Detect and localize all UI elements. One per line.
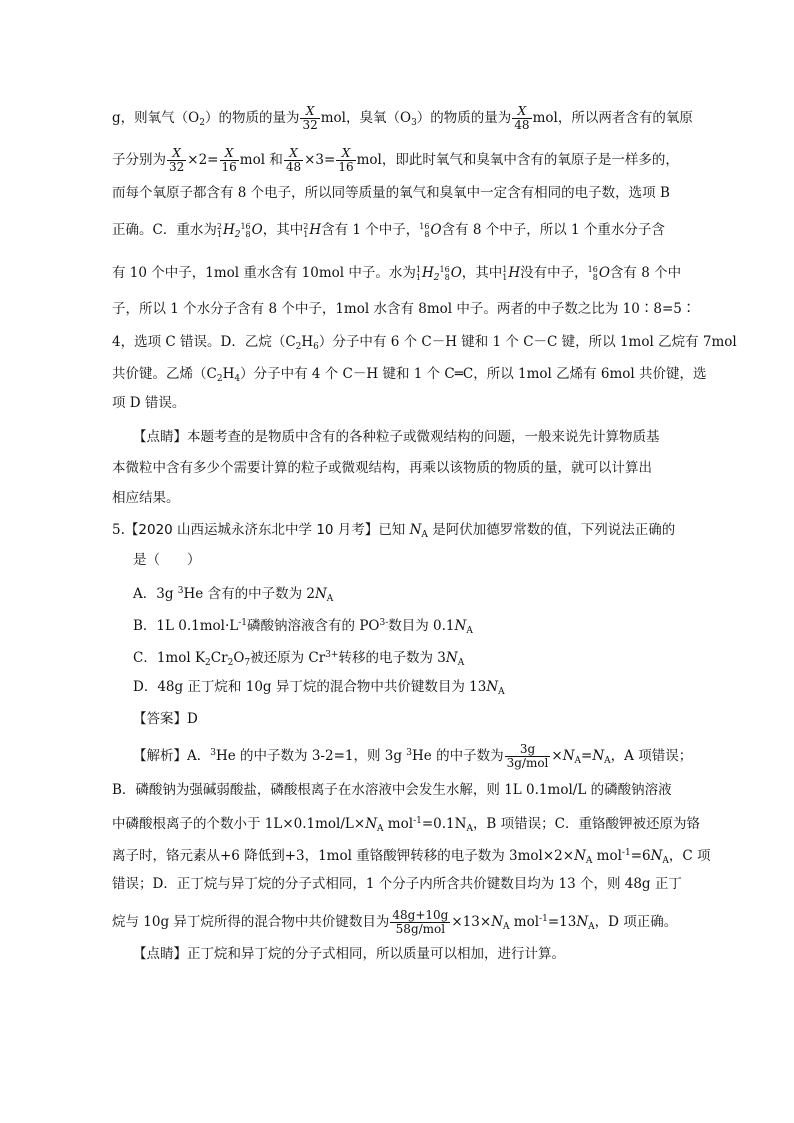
note-paragraph: 【点睛】正丁烷和异丁烷的分子式相同，所以质量可以相加，进行计算。 [133,946,565,962]
text-line: 共价键。乙烯$(C_2H_4)$分子中有 4 个 C－H 键和 1 个 C═C，所以 1mol 乙烯有 6mol 共价键，选 [112,366,707,384]
option-d: D．48g 正丁烷和 10g 异丁烷的混合物中共价键数目为 $13N_A$ [133,679,505,697]
text-line: 项 D 错误。 [112,395,186,411]
text-line: 而每个氧原子都含有 8 个电子，所以同等质量的氧气和臭氧中一定含有相同的电子数，选项 B [112,185,670,201]
fraction: $\frac{X}{48}$ [514,104,530,132]
text-line: 本微粒中含有多少个需要计算的粒子或微观结构，再乘以该物质的物质的量，就可以计算出 [112,460,652,476]
text-line: 子分别为 $\frac{X}{32}$ ×2= $\frac{X}{16}$ mol 和 $\frac{X}{48}$ ×3= $\frac{X}{16}$ mol，即此时氧气和臭氧中含有的氧原子是一样多的， [112,146,679,174]
text-line: 是（ ） [133,552,201,568]
text-line: 错误；D．正丁烷与异丁烷的分子式相同，1 个分子内所含共价键数目均为 13 个，则 48g 正丁 [112,876,682,892]
note-tag: 【点睛】 [133,429,187,445]
text-line: 有 10 个中子，1mol 重水含有 10mol 中子。水为 1 1 $H_2$ 16 8 O，其中 1 1 H没有中子， 16 8 O含有 8 个中 [112,264,682,283]
source-tag: 【2020 山西运城永济东北中学 10 月考】 [124,522,379,538]
text-line: g，则氧气$(O_2)$的物质的量为 $\frac{X}{32}$ mol，臭氧$(O_3)$的物质的量为 $\frac{X}{48}$ mol，所以两者含有的氧原 [112,104,693,132]
text-line: 离子时，铬元素从+6 降低到+3，1mol 重铬酸钾转移的电子数为 $3mol\times 2\times N_A$ $mol^{-1}=6N_A$，C 项 [112,848,711,866]
answer-line: 【答案】D [133,711,198,727]
text-line: B．磷酸钠为强碱弱酸盐，磷酸根离子在水溶液中会发生水解，则 1L 0.1mol/L 的磷酸钠溶液 [112,782,672,798]
text-line: 4，选项 C 错误。D．乙烷$(C_2H_6)$分子中有 6 个 C－H 键和 1 个 C－C 键，所以 1mol 乙烷有 7mol [112,334,737,352]
text-line: 中磷酸根离子的个数小于 $1L\times 0.1mol/L\times N_A$ $mol^{-1}=0.1N_A$，B 项错误；C．重铬酸钾被还原为铬 [112,816,700,834]
option-c: C．1mol $K_2Cr_2O_7$被还原为 $Cr^{3+}$转移的电子数为 $3N_A$ [133,650,465,668]
question-stem: 5.【2020 山西运城永济东北中学 10 月考】已知 $N_A$ 是阿伏加德罗常数的值，下列说法正确的 [112,522,676,540]
fraction: $\frac{X}{32}$ [302,104,318,132]
text-line: 烷与 10g 异丁烷所得的混合物中共价键数目为 $\frac{48g+10g}{\text{58g/mol}}$ $\times 13\times N_A$ $mol^{-1}=13N_A$，D 项正确。 [112,908,678,936]
explanation-tag: 【解析】 [133,748,187,764]
explanation-line: 【解析】A．$^3$He 的中子数为 3-2=1，则 3g $^3$He 的中子数为 $\frac{3g}{\text{3g/mol}}$ $\times N_A=N_A$，A 项错误； [133,742,693,770]
text-line: 相应结果。 [112,490,180,506]
text-line: 子，所以 1 个水分子含有 8 个中子，1mol 水含有 8mol 中子。两者的中子数之比为 10∶8=5∶ [112,301,696,317]
note-paragraph: 【点睛】本题考查的是物质中含有的各种粒子或微观结构的问题，一般来说先计算物质基 [133,429,660,445]
option-b: B．1L $0.1mol\cdot L^{-1}$磷酸钠溶液含有的 $PO^{3-}$数目为 $0.1N_A$ [133,618,473,636]
note-tag: 【点睛】 [133,946,187,962]
option-a: A．3g $^3$He 含有的中子数为 $2N_A$ [133,586,334,604]
answer-tag: 【答案】 [133,711,187,727]
text-line: 正确。C．重水为 2 1 $H_2$ 16 8 O，其中 2 1 H含有 1 个中子， 16 8 O含有 8 个中子，所以 1 个重水分子含 [112,221,665,240]
